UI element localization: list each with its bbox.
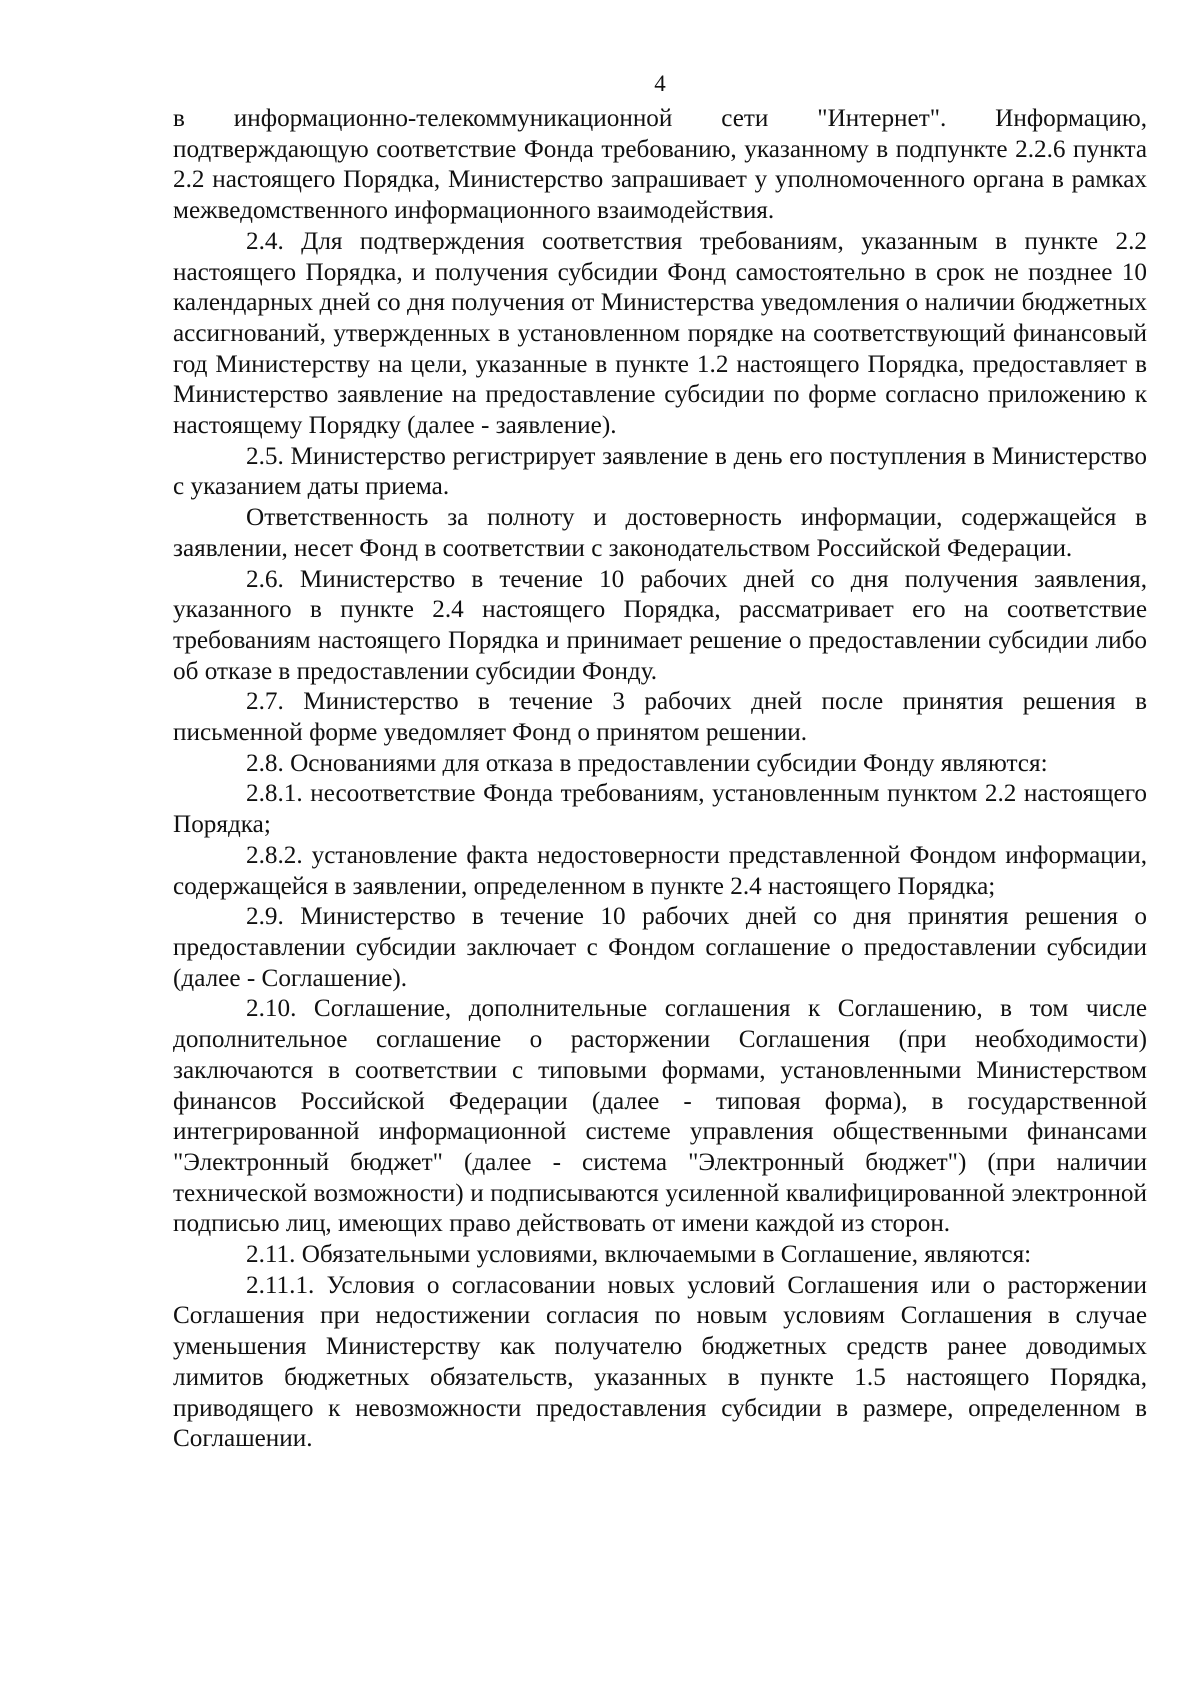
paragraph-2-11: 2.11. Обязательными условиями, включаемыми в Соглашение, являются: (246, 1241, 1032, 1269)
paragraph-2-10: 2.10. Соглашение, дополнительные соглашения к Соглашению, в том числе дополнительное соглашение о расторжении Соглашения (при необходимости) заключаются в соответствии с типовыми формами, установленными Министерством финансов Российской Федерации (далее - типовая форма), в государственной интегрированной информационной системе управления общественными финансами "Электронный бюджет" (далее - система "Электронный бюджет") (при наличии технической возможности) и подписываются усиленной квалифицированной электронной подписью лиц, имеющих право действовать от имени каждой из сторон. (173, 995, 1147, 1238)
paragraph-2-4: 2.4. Для подтверждения соответствия требованиям, указанным в пункте 2.2 настоящего Порядка, и получения субсидии Фонд самостоятельно в срок не позднее 10 календарных дней со дня получения от Министерства уведомления о наличии бюджетных ассигнований, утвержденных в установленном порядке на соответствующий финансовый год Министерству на цели, указанные в пункте 1.2 настоящего Порядка, предоставляет в Министерство заявление на предоставление субсидии по форме согласно приложению к настоящему Порядку (далее - заявление). (173, 227, 1147, 440)
paragraph-continuation: в информационно-телекоммуникационной сети "Интернет". Информацию, подтверждающую соответствие Фонда требованию, указанному в подпункте 2.2.6 пункта 2.2 настоящего Порядка, Министерство запрашивает у уполномоченного органа в рамках межведомственного информационного взаимодействия. (173, 105, 1147, 225)
document-page (173, 70, 1147, 1455)
paragraph-2-6: 2.6. Министерство в течение 10 рабочих дней со дня получения заявления, указанного в пункте 2.4 настоящего Порядка, рассматривает его на соответствие требованиям настоящего Порядка и принимает решение о предоставлении субсидии либо об отказе в предоставлении субсидии Фонду. (173, 565, 1147, 685)
paragraph-2-5: 2.5. Министерство регистрирует заявление в день его поступления в Министерство с указанием даты приема. (173, 442, 1147, 501)
paragraph-2-8: 2.8. Основаниями для отказа в предоставлении субсидии Фонду являются: (246, 749, 1048, 777)
paragraph-2-9: 2.9. Министерство в течение 10 рабочих дней со дня принятия решения о предоставлении субсидии заключает с Фондом соглашение о предоставлении субсидии (далее - Соглашение). (173, 903, 1147, 992)
page-number: 4 (654, 71, 666, 96)
paragraph-2-11-1: 2.11.1. Условия о согласовании новых условий Соглашения или о расторжении Соглашения при недостижении согласия по новым условиям Соглашения в случае уменьшения Министерству как получателю бюджетных средств ранее доводимых лимитов бюджетных обязательств, указанных в пункте 1.5 настоящего Порядка, приводящего к невозможности предоставления субсидии в размере, определенном в Соглашении. (173, 1271, 1147, 1453)
paragraph-responsibility: Ответственность за полноту и достоверность информации, содержащейся в заявлении, несет Фонд в соответствии с законодательством Российской Федерации. (173, 504, 1147, 562)
paragraph-2-8-2: 2.8.2. установление факта недостоверности представленной Фондом информации, содержащейся в заявлении, определенном в пункте 2.4 настоящего Порядка; (173, 841, 1147, 900)
paragraph-2-7: 2.7. Министерство в течение 3 рабочих дней после принятия решения в письменной форме уведомляет Фонд о принятом решении. (173, 688, 1147, 747)
paragraph-2-8-1: 2.8.1. несоответствие Фонда требованиям, установленным пунктом 2.2 настоящего Порядка; (173, 780, 1147, 839)
